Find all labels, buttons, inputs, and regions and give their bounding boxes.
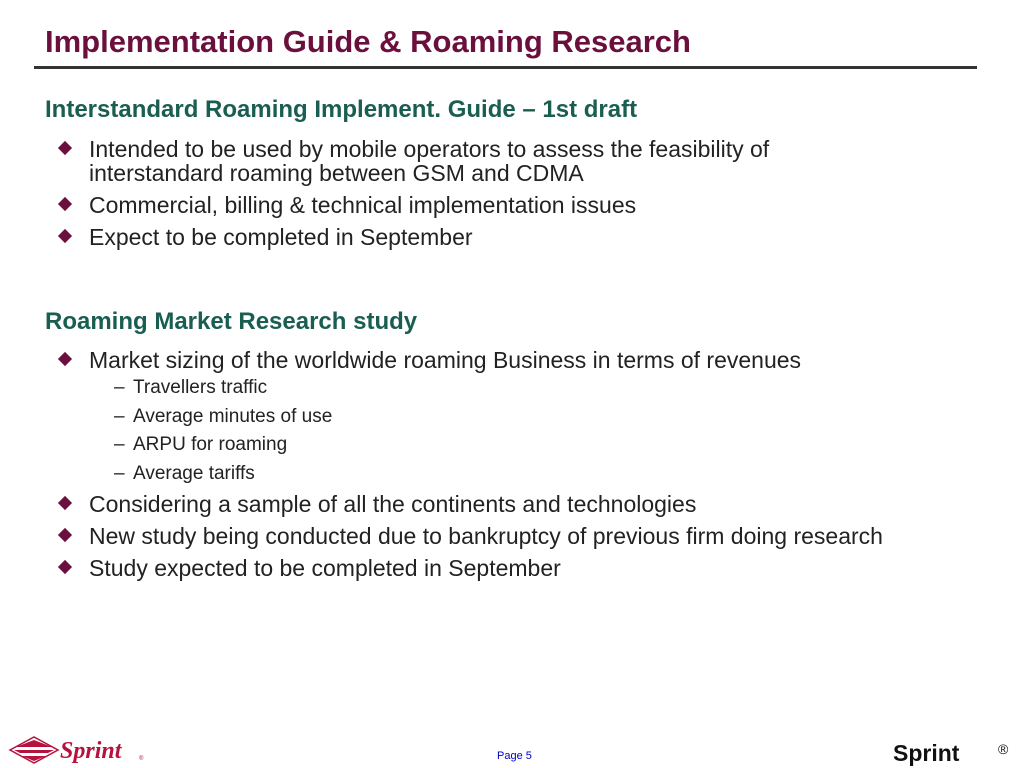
- bullet-item: [0, 225, 979, 249]
- sub-bullet-text: Average tariffs: [133, 463, 255, 485]
- title-divider: [34, 66, 977, 69]
- footer-brand-text: Sprint: [893, 740, 960, 766]
- dash-marker: –: [114, 463, 125, 485]
- sub-bullet-text: ARPU for roaming: [133, 434, 288, 456]
- sprint-diamond-icon: [10, 737, 58, 763]
- diamond-bullet-icon: [58, 496, 72, 510]
- bullet-item: [0, 348, 979, 372]
- sub-bullet-item: [0, 406, 979, 428]
- sub-bullet-item: [0, 463, 979, 485]
- sub-bullet-group: [0, 377, 979, 485]
- bullet-list-implementation-guide: [0, 137, 979, 257]
- section-heading-market-research: Roaming Market Research study: [45, 308, 418, 335]
- dash-marker: –: [114, 405, 125, 427]
- bullet-item: [0, 556, 979, 580]
- sub-bullet-text: Travellers traffic: [133, 377, 268, 398]
- bullet-list-market-research: [0, 348, 979, 588]
- sub-bullet-text: Average minutes of use: [133, 405, 333, 427]
- page-number: Page 5: [497, 750, 532, 762]
- sprint-logo: [8, 733, 148, 767]
- bullet-text: New study being conducted due to bankruptcy of previous firm doing research: [89, 522, 883, 549]
- dash-marker: –: [114, 434, 125, 456]
- bullet-text: Market sizing of the worldwide roaming Business in terms of revenues: [89, 347, 802, 373]
- bullet-item: [0, 193, 979, 217]
- bullet-item: [0, 492, 979, 516]
- bullet-text: Expect to be completed in September: [89, 224, 473, 250]
- bullet-text: Considering a sample of all the continents and technologies: [89, 490, 697, 517]
- sprint-logo-text: Sprint: [60, 738, 122, 764]
- diamond-bullet-icon: [58, 229, 72, 243]
- registered-mark: ®: [998, 741, 1009, 757]
- bullet-text: Intended to be used by mobile operators to assess the feasibility of interstandard roaming between GSM and CDMA: [89, 136, 770, 186]
- diamond-bullet-icon: [58, 141, 72, 155]
- diamond-bullet-icon: [58, 560, 72, 574]
- bullet-text: Study expected to be completed in September: [89, 554, 561, 581]
- sprint-logo-mark: ®: [139, 756, 144, 762]
- sub-bullet-item: [0, 434, 979, 456]
- bullet-item: [0, 524, 979, 548]
- section-heading-implementation-guide: Interstandard Roaming Implement. Guide – 1st draft: [45, 96, 638, 123]
- diamond-bullet-icon: [58, 528, 72, 542]
- diamond-bullet-icon: [58, 352, 72, 366]
- bullet-item: [0, 137, 869, 185]
- sub-bullet-list: [0, 377, 979, 485]
- sub-bullet-item: [0, 377, 979, 399]
- dash-marker: –: [114, 377, 125, 398]
- bullet-text: Commercial, billing & technical implementation issues: [89, 192, 637, 218]
- slide-title: Implementation Guide & Roaming Research: [45, 24, 691, 59]
- diamond-bullet-icon: [58, 197, 72, 211]
